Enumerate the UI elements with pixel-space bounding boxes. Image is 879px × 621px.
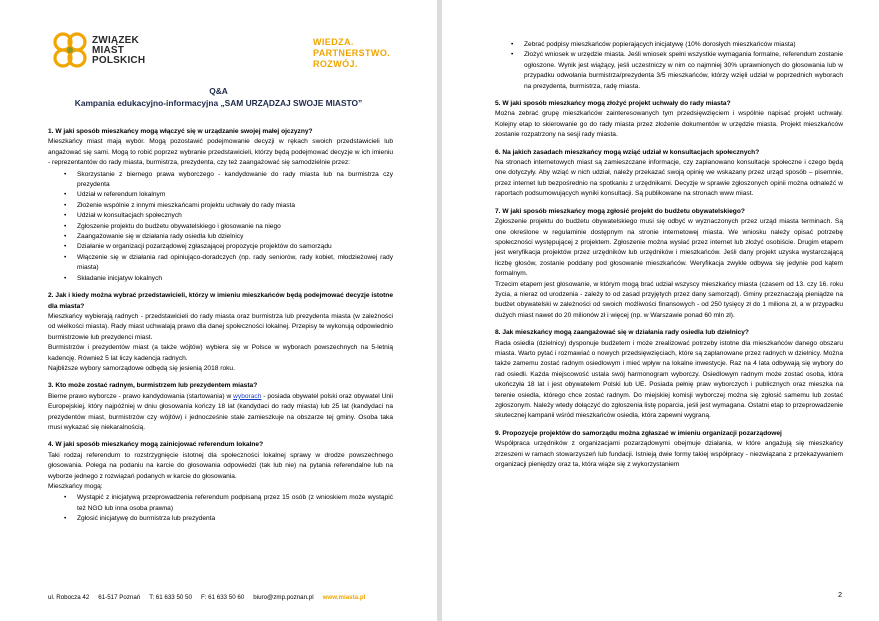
answer-3	[48, 392, 393, 434]
answer-5: Można zebrać grupę mieszkańców zainteresowanych tym przedsięwzięciem i wspólnie napisać projekt uchwały. Kolejny etap to skierowanie go do rady miasta przez złożenie dokumentów w urzędzie miasta. Projekt mieszkańców zostanie rozpatrzony na sesji rady miasta.	[495, 110, 843, 139]
question-8: 8. Jak mieszkańcy mogą zaangażować się w działania rady osiedla lub dzielnicy?	[495, 329, 749, 337]
answer-7: Zgłoszenie projektu do budżetu obywatelskiego musi się odbyć w wyznaczonych przez urząd miasta terminach. Są one określone w regulaminie dostępnym na stronie internetowej miasta. We wniosku należy opisać potrzebę społeczności występującej z projektem. Zgłoszenie można wysłać przez internet lub złożyć osobiście. Drugim etapem jest weryfikacja projektów przez urzędników lub urzędników i mieszkańców. Jeśli dany projekt uzyska wystarczającą liczbę głosów, zostanie poddany pod głosowanie mieszkańców. Weryfikacja zwykle odbywa się jedynie pod kątem formalnym.	[495, 218, 843, 278]
motto	[313, 37, 390, 70]
zmp-logo	[50, 30, 166, 74]
org-name-line: MIAST	[92, 45, 125, 56]
question-6: 6. Na jakich zasadach mieszkańcy mogą wziąć udział w konsultacjach społecznych?	[495, 148, 760, 156]
answer-1: Mieszkańcy miast mają wybór. Mogą pozostawić podejmowanie decyzji w rękach swoich przedstawicieli lub angażować się sami. Mogą to robić poprzez wybranie przedstawicieli, którzy będą podejmować decyzje w ich imieniu - reprezentantów do rady miasta, burmistrza, prezydenta, czy też zaangażować się samodzielnie przez:	[48, 138, 393, 167]
list-item: • Skorzystanie z biernego prawa wyborczego - kandydowanie do rady miasta lub na burmistrza czy prezydenta	[64, 170, 393, 191]
list-item: • Zaangażowanie się w działania rady osiedla lub dzielnicy	[64, 232, 393, 242]
answer-8: Rada osiedla (dzielnicy) dysponuje budżetem i może zrealizować potrzeby istotne dla mieszkańców danego obszaru miasta. Warto pytać i rozmawiać o nowych przedsięwzięciach, które są zaplanowane przez radnych w dzielnicy. Można także zamemu zostać radnym osiedlowym i mieć wpływ na lokalne inwestycje. Raz na 4 lata odbywają się wybory do rad osiedli. Każda miejscowość ustala swój harmonogram wyborczy. Osiedlowym radnym może zostać osoba, która ukończyła 18 lat i jest obywatelem Polski lub UE. Posiada pełnię praw wyborczych i publicznych oraz mieszka na terenie osiedla, którego chce zostać radnym. Do miejskiej komisji wyborczej można się zgłosić samemu lub zostać zgłoszonym. Należy wtedy dołączyć do zgłoszenia listę poparcia, jeśli jest wymagana. Ostatni etap to przeprowadzenie skutecznej kampanii wśród mieszkańców osiedla, która zapewni wygraną.	[495, 339, 843, 420]
list-item: • Złożenie wspólnie z innymi mieszkańcami projektu uchwały do rady miasta	[64, 201, 393, 211]
question-2: 2. Jak i kiedy można wybrać przedstawicieli, którzy w imieniu mieszkańców będą podejmować decyzje istotne dla miasta?	[48, 292, 393, 310]
list-item: • Działanie w organizacji pozarządowej zgłaszającej propozycje projektów do samorządu	[64, 242, 393, 252]
page-footer	[48, 594, 374, 601]
answer-4-intro: Mieszkańcy mogą:	[48, 483, 103, 490]
question-5: 5. W jaki sposób mieszkańcy mogą złożyć projekt uchwały do rady miasta?	[495, 100, 731, 108]
org-name-line: POLSKICH	[92, 55, 146, 66]
list-item: • Wystąpić z inicjatywą przeprowadzenia referendum podpisaną przez 15 osób (z wnioskiem może wystąpić też NGO lub inna osoba prawna)	[64, 493, 393, 514]
question-9: 9. Propozycje projektów do samorządu można zgłaszać w imieniu organizacji pozarządowej	[495, 429, 782, 437]
logo-flower-icon	[50, 30, 90, 74]
motto-line: WIEDZA.	[313, 37, 354, 47]
answer-4: Taki rodzaj referendum to rozstrzygnięcie istotnej dla społeczności lokalnej sprawy w drodze powszechnego głosowania. Polega na podaniu na karcie do głosowania odpowiedzi (tak lub nie) na pytania referendalne lub na wyborze jednego z rozwiązań podanych w karcie do głosowania.	[48, 451, 393, 480]
answer-3-text: Bierne prawo wyborcze - prawo kandydowania (startowania) w	[48, 392, 234, 400]
list-item: • Zgłosić inicjatywę do burmistrza lub prezydenta	[64, 514, 393, 524]
qa-heading: Q&A	[209, 86, 228, 96]
footer-email[interactable]: biuro@zmp.poznan.pl	[253, 594, 314, 601]
org-name	[92, 36, 145, 66]
question-1: 1. W jaki sposób mieszkańcy mogą włączyć się w urządzanie swojej małej ojczyzny?	[48, 128, 313, 135]
motto-line: PARTNERSTWO.	[313, 48, 391, 58]
answer-3-text: - posiada obywatel polski oraz obywatel Unii Europejskiej, który najpóźniej w dniu głosowania kończy 18 lat (kandydaci do rady miasta) lub 25 lat (kandydaci na prezydentów miast, burmistrzów czy wójtów) i jednocześnie stale zamieszkuje na obszarze tej gminy. Osoba taka musi wykazać się niekaralnością.	[48, 392, 393, 431]
org-name-line: ZWIĄZEK	[92, 35, 139, 46]
answer-9: Współpraca urzędników z organizacjami pozarządowymi obejmuje działania, w które angażują się mieszkańcy zrzeszeni w ramach stowarzyszeń lub fundacji. Istnieją dwie formy takiej współpracy - niezwiązana z przekazywaniem organizacji pieniędzy oraz ta, która wiąże się z wykorzystaniem	[495, 440, 843, 469]
answer-2-term: Burmistrzów i prezydentów miast (a także wójtów) wybiera się w Polsce w wyborach powszechnych na 5-letnią kadencję. Również 5 lat liczy kadencja radnych.	[48, 344, 393, 362]
list-item: • Złożyć wniosek w urzędzie miasta. Jeśli wniosek spełni wszystkie wymagania formalne, referendum zostanie ogłoszone. Wynik jest wiążący, jeśli uczestniczy w nim co najmniej 30% uprawnionych do głosowania lub w przypadku odwołania burmistrza/prezydenta 3/5 mieszkańców, którzy wzięli udział w poprzednich wyborach na prezydenta, burmistrza, radę miasta.	[511, 50, 843, 92]
question-3: 3. Kto może zostać radnym, burmistrzem lub prezydentem miasta?	[48, 382, 258, 390]
document-title: Kampania edukacyjno-informacyjna „SAM URZĄDZAJ SWOJE MIASTO”	[74, 98, 363, 108]
footer-city: 61-517 Poznań	[98, 594, 141, 601]
list-item: • Zebrać podpisy mieszkańców popierających inicjatywę (10% dorosłych mieszkańców miasta)	[511, 40, 843, 50]
footer-address: ul. Robocza 42	[48, 594, 90, 601]
right-column	[495, 40, 843, 470]
list-item: • Zgłoszenie projektu do budżetu obywatelskiego i głosowanie na niego	[64, 222, 393, 232]
footer-website-link[interactable]: www.miasta.pl	[322, 594, 366, 601]
referendum-steps-list	[64, 493, 393, 524]
answer-7-voting: Trzecim etapem jest głosowanie, w którym mogą brać udział wszyscy mieszkańcy miasta (czasem od 13. czy 16. roku życia, a nieraz od urodzenia - zależy to od zasad przyjętych przez dany samorząd). Gminy przeznaczają pieniądze na budżet obywatelski w zależności od swoich możliwości finansowych - od 250 tysięcy zł do 1 miliona zł, a w przypadku dużych miast nawet do 20 milionów zł i więcej (np. w Warszawie ponad 60 mln zł).	[495, 280, 843, 319]
document-page-right	[442, 0, 879, 621]
footer-phone: T: 61 633 50 50	[149, 594, 192, 601]
answer-2: Mieszkańcy wybierają radnych - przedstawicieli do rady miasta oraz burmistrza lub prezydenta miasta (w zależności od wielkości miasta). Rady miast uchwalają prawo dla danej społeczności lokalnej. Przepisy te wykonują odpowiednio burmistrzowie lub prezydenci miast.	[48, 312, 393, 341]
list-item: • Składanie inicjatyw lokalnych	[64, 274, 393, 284]
page-number: 2	[838, 592, 842, 599]
participation-list	[64, 170, 393, 284]
elections-link[interactable]: wyborach	[233, 392, 262, 400]
list-item: • Udział w konsultacjach społecznych	[64, 211, 393, 221]
question-4: 4. W jaki sposób mieszkańcy mogą zainicjować referendum lokalne?	[48, 441, 264, 449]
list-item: • Udział w referendum lokalnym	[64, 190, 393, 200]
question-7: 7. W jaki sposób mieszkańcy mogą zgłosić projekt do budżetu obywatelskiego?	[495, 207, 745, 215]
list-item: • Włączenie się w działania rad opiniująco-doradczych (np. rady seniorów, rady kobiet, młodzieżowej rady miasta)	[64, 253, 393, 274]
answer-6: Na stronach internetowych miast są zamieszczane informacje, czy zaplanowano konsultacje społeczne i czego będą one dotyczyły. Aby wziąć w nich udział, należy przekazać swoją opinię we wskazany przez urząd sposób – pisemnie, przez internet lub bezpośrednio na spotkaniu z urzędnikami. Decyzje w sprawie zgłoszonych opinii można odnaleźć w raportach podsumowujących wyniki konsultacji. Są publikowane na stronach www miast.	[495, 159, 843, 198]
left-column	[48, 127, 393, 526]
footer-fax: F: 61 633 50 60	[200, 594, 245, 601]
document-page-left	[0, 0, 437, 621]
answer-2-next-election: Najbliższe wybory samorządowe odbędą się jesienią 2018 roku.	[48, 364, 235, 372]
motto-line: ROZWÓJ.	[313, 59, 358, 69]
referendum-steps-list-continued	[511, 40, 843, 92]
